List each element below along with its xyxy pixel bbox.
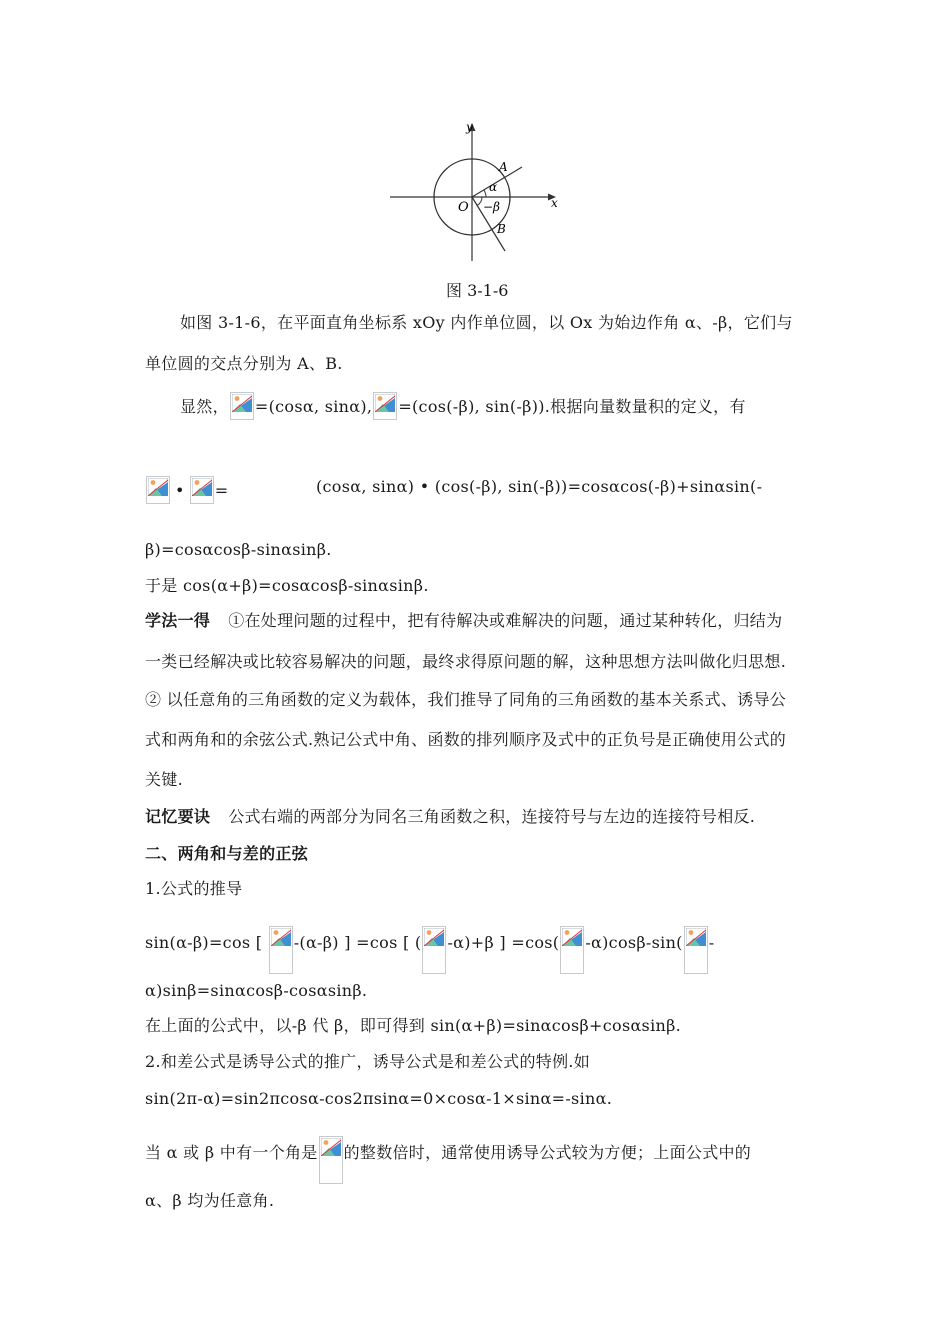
vector-ob-expr: =(cos(-β), sin(-β)).根据向量数量积的定义，有: [398, 397, 746, 416]
formula-part-a: sin(α-β)=cos [: [145, 933, 268, 952]
broken-image-icon: [230, 392, 254, 420]
last-line1: [145, 1136, 751, 1184]
xuefa-line4: 式和两角和的余弦公式.熟记公式中角、函数的排列顺序及式中的正负号是正确使用公式的: [145, 730, 787, 749]
sub1-heading: 1.公式的推导: [145, 879, 243, 898]
sin-diff-formula-line1: [145, 926, 714, 974]
point-b-label: B: [497, 222, 506, 236]
point-a-label: A: [499, 160, 508, 174]
section2-heading: 二、两角和与差的正弦: [145, 844, 309, 863]
x-axis-label: x: [551, 196, 558, 210]
xuefa-line3: ② 以任意角的三角函数的定义为载体，我们推导了同角的三角函数的基本关系式、诱导公: [145, 690, 787, 709]
last-line2: α、β 均为任意角.: [145, 1191, 275, 1210]
jiyi-heading: 记忆要诀: [145, 807, 211, 826]
para2-prefix: 显然，: [180, 397, 229, 416]
vector-oa-expr: =(cosα, sinα),: [254, 397, 373, 416]
xuefa-line2: 一类已经解决或比较容易解决的问题，最终求得原问题的解，这种思想方法叫做化归思想.: [145, 652, 787, 671]
para1-line1: 如图 3-1-6，在平面直角坐标系 xOy 内作单位圆，以 Ox 为始边作角 α、-β，它们与: [180, 313, 793, 332]
jiyi-line: [145, 806, 755, 828]
para3-expression: (cosα, sinα) • (cos(-β), sin(-β))=cosαcos(-β)+sinαsin(-: [316, 477, 763, 496]
formula-part-b: -(α-β) ] =cos [ (: [293, 933, 422, 952]
unit-circle-diagram: [380, 115, 570, 265]
last-part-b: 的整数倍时，通常使用诱导公式较为方便；上面公式中的: [343, 1143, 752, 1162]
broken-image-icon: [269, 926, 293, 974]
broken-image-icon: [319, 1136, 343, 1184]
angle-arc-neg-beta: [477, 197, 482, 206]
neg-beta-label: −β: [483, 200, 500, 214]
para1-line2: 单位圆的交点分别为 A、B.: [145, 354, 343, 373]
formula-part-c: -α)+β ] =cos(: [447, 933, 560, 952]
broken-image-icon: [373, 392, 397, 420]
para3-line1: [145, 476, 228, 504]
para2-line: [180, 392, 746, 420]
broken-image-icon: [422, 926, 446, 974]
broken-image-icon: [684, 926, 708, 974]
xuefa-line1: [145, 610, 782, 632]
broken-image-icon: [560, 926, 584, 974]
xuefa-heading: 学法一得: [145, 611, 211, 630]
xuefa-line5: 关键.: [145, 770, 183, 789]
alpha-label: α: [489, 180, 498, 194]
substitution-line: 在上面的公式中，以-β 代 β，即可得到 sin(α+β)=sinαcosβ+cosαsinβ.: [145, 1016, 682, 1035]
formula-part-d: -α)cosβ-sin(: [585, 933, 683, 952]
broken-image-icon: [190, 476, 214, 504]
figure-caption: 图 3-1-6: [446, 281, 509, 300]
jiyi-text: 公式右端的两部分为同名三角函数之积，连接符号与左边的连接符号相反.: [228, 807, 756, 826]
sin-diff-formula-line2: α)sinβ=sinαcosβ-cosαsinβ.: [145, 981, 368, 1000]
equals-sign: =: [214, 481, 229, 500]
example-formula: sin(2π-α)=sin2πcosα-cos2πsinα=0×cosα-1×sinα=-sinα.: [145, 1089, 613, 1108]
last-part-a: 当 α 或 β 中有一个角是: [145, 1143, 318, 1162]
xuefa-text1: ①在处理问题的过程中，把有待解决或难解决的问题，通过某种转化，归结为: [228, 611, 783, 630]
para3-line2: β)=cosαcosβ-sinαsinβ.: [145, 540, 332, 559]
dot-symbol: •: [175, 481, 185, 500]
angle-arc-alpha: [484, 190, 486, 197]
broken-image-icon: [146, 476, 170, 504]
cos-sum-formula: 于是 cos(α+β)=cosαcosβ-sinαsinβ.: [145, 576, 429, 595]
formula-part-e: -: [708, 933, 715, 952]
sub2-heading: 2.和差公式是诱导公式的推广，诱导公式是和差公式的特例.如: [145, 1052, 591, 1071]
origin-label: O: [458, 200, 469, 215]
unit-circle-figure: [380, 115, 570, 269]
y-axis-label: y: [466, 120, 473, 134]
